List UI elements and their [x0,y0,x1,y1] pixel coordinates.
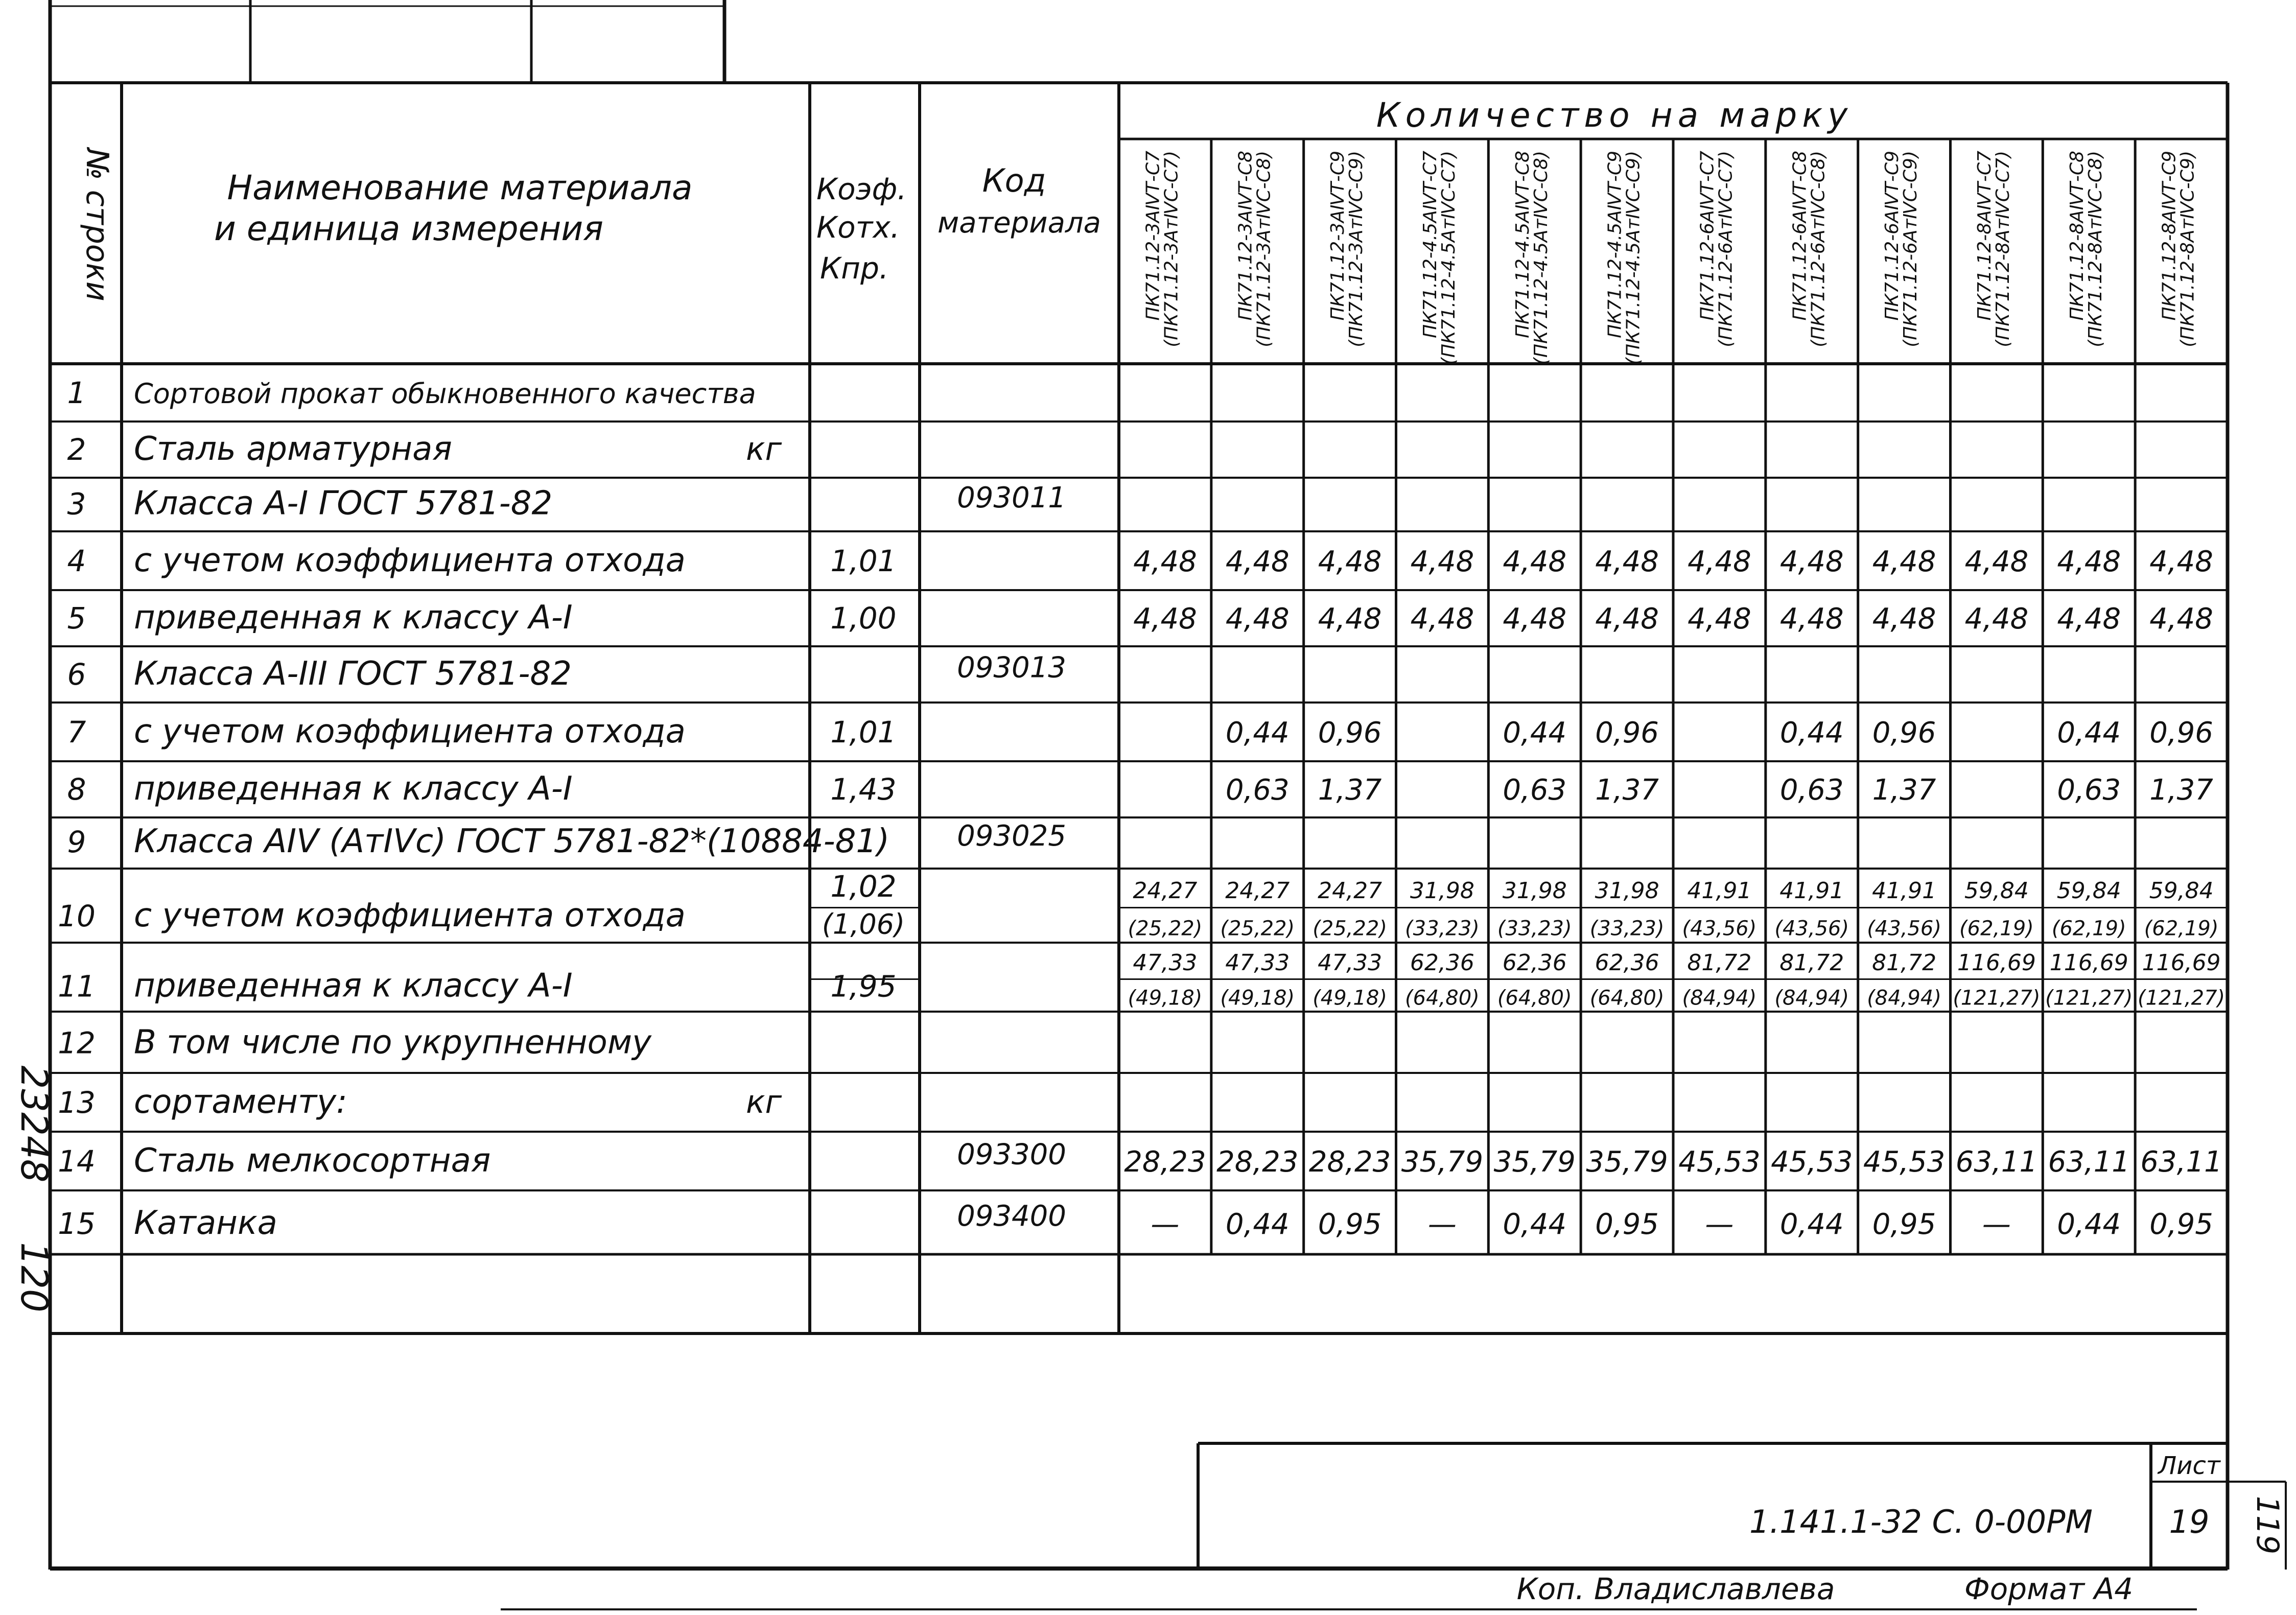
quantity-value: 4,48 [1225,545,1290,579]
row-number: 3 [67,486,86,522]
quantity-value: 0,44 [1503,1208,1567,1241]
quantity-value: 0,95 [1318,1208,1382,1241]
material-name-header-line2: и единица измерения [214,209,604,248]
quantity-value: 45,53 [1678,1145,1761,1179]
coefficient: 1,01 [830,544,897,579]
row-number: 8 [67,771,86,807]
quantity-value: 4,48 [1503,602,1567,636]
quantity-value-alt: (84,94) [1774,986,1849,1010]
material-name: приведенная к классу А-I [134,598,573,637]
material-name: В том числе по укрупненному [134,1023,651,1062]
quantity-value: 47,33 [1318,950,1383,976]
quantity-value: 4,48 [1410,545,1474,579]
row-number: 7 [67,715,86,750]
quantity-value-alt: (84,94) [1867,986,1941,1010]
quantity-value: 4,48 [1410,602,1474,636]
column-header-mark-alt: (ПК71.12-3АтⅣС-С7) [1161,151,1182,347]
inventory-number: 23248 [13,1065,56,1183]
quantity-value: 24,27 [1225,878,1290,904]
page-number-right: 119 [2250,1495,2285,1555]
quantity-value: 81,72 [1872,950,1937,976]
quantity-value: 0,95 [1595,1208,1659,1241]
column-header-mark-alt: (ПК71.12-6АтⅣС-С8) [1808,151,1829,347]
quantity-value-alt: (64,80) [1405,986,1480,1010]
material-name: с учетом коэффициента отхода [134,542,686,580]
quantity-value: 4,48 [1779,602,1844,636]
quantity-value-alt: (62,19) [1959,917,2034,941]
table-body [58,376,2225,1242]
quantity-value: 1,37 [1318,773,1382,807]
row-number: 4 [67,544,86,579]
document-code: 1.141.1-32 С. 0-00РМ [1749,1503,2093,1540]
quantity-value: 4,48 [2149,545,2213,579]
quantity-value-alt: (25,22) [1220,917,1295,941]
quantity-value: 1,37 [1872,773,1936,807]
material-name: Сталь арматурная [134,430,452,468]
quantity-value-alt: (84,94) [1682,986,1757,1010]
quantity-value: 4,48 [1872,545,1936,579]
quantity-value: 41,91 [1872,878,1937,904]
quantity-value: 41,91 [1779,878,1844,904]
coefficient: 1,43 [830,771,897,807]
column-header-mark-alt: (ПК71.12-3АтⅣС-С8) [1253,151,1275,347]
quantity-value: 35,79 [1586,1145,1668,1179]
column-header-mark: ПК71.12-3АⅣТ-С9 [1327,151,1349,321]
page-number-left: 120 [13,1242,56,1313]
row-number: 1 [67,375,86,410]
quantity-value-alt: (43,56) [1682,917,1757,941]
quantity-value: 4,48 [1318,545,1382,579]
quantity-value: 4,48 [1133,545,1197,579]
sheet-label: Лист [2158,1452,2220,1480]
quantity-value: 0,44 [2057,716,2121,750]
coefficient: 1,02 [830,869,897,904]
quantity-value: 0,44 [1779,716,1844,750]
quantity-value: — [1151,1208,1180,1241]
quantity-value: 0,44 [1779,1208,1844,1241]
quantity-header: Количество на марку [1376,96,1853,135]
row-number: 12 [58,1025,96,1061]
quantity-value-alt: (49,18) [1313,986,1387,1010]
quantity-value-alt: (49,18) [1128,986,1203,1010]
column-header-mark: ПК71.12-6АⅣТ-С7 [1697,151,1718,321]
material-name: сортаменту: [134,1083,347,1121]
material-code: 093400 [957,1199,1066,1233]
row-number: 5 [67,600,86,636]
paper-format: Формат А4 [1964,1572,2134,1606]
quantity-value: 41,91 [1687,878,1752,904]
row-number: 13 [58,1085,96,1120]
quantity-value: 4,48 [1964,545,2029,579]
quantity-value: 28,23 [1308,1145,1391,1179]
column-header-mark: ПК71.12-4.5АⅣТ-С8 [1512,151,1533,338]
column-header-mark-alt: (ПК71.12-8АтⅣС-С8) [2084,151,2106,347]
material-name: с учетом коэффициента отхода [134,897,686,935]
quantity-value: — [1705,1208,1734,1241]
quantity-value: 116,69 [1957,950,2036,976]
copied-by: Коп. Владиславлева [1516,1572,1835,1606]
column-header-mark-alt: (ПК71.12-8АтⅣС-С9) [2177,151,2198,347]
quantity-value: 1,37 [1595,773,1659,807]
material-code: 093013 [957,651,1066,685]
quantity-value: 0,63 [2057,773,2121,807]
quantity-value: 4,48 [1133,602,1197,636]
sheet-number: 19 [2169,1503,2210,1540]
row-number: 6 [67,657,86,692]
row-number: 11 [58,969,96,1004]
material-code: 093300 [957,1138,1066,1172]
column-header-mark-alt: (ПК71.12-6АтⅣС-С7) [1715,151,1737,347]
quantity-value: 59,84 [2056,878,2121,904]
material-name: Катанка [134,1204,277,1242]
quantity-value-alt: (64,80) [1497,986,1572,1010]
quantity-value: 1,37 [2149,773,2213,807]
coef-header-line2: Котх. [816,210,900,245]
quantity-value-alt: (25,22) [1128,917,1203,941]
material-name: приведенная к классу А-I [134,967,573,1005]
quantity-value: 4,48 [1688,545,1751,579]
quantity-value-alt: (62,19) [2144,917,2219,941]
material-code: 093025 [957,820,1066,853]
quantity-value: 4,48 [2057,545,2121,579]
quantity-value-alt: (64,80) [1589,986,1665,1010]
material-name: Класса АIV (АтIVс) ГОСТ 5781-82*(10884-81) [134,823,890,860]
quantity-value: 0,95 [2149,1208,2213,1241]
row-number: 10 [58,899,96,934]
column-header-mark: ПК71.12-8АⅣТ-С9 [2159,151,2180,321]
column-header-mark-alt: (ПК71.12-8АтⅣС-С7) [1992,151,2013,347]
unit: кг [746,430,782,467]
column-header-mark: ПК71.12-3АⅣТ-С8 [1235,151,1256,321]
column-header-mark: ПК71.12-4.5АⅣТ-С7 [1419,151,1441,338]
quantity-value: 59,84 [2149,878,2214,904]
quantity-value: 4,48 [1779,545,1844,579]
row-number: 14 [58,1144,96,1179]
quantity-value: 31,98 [1502,878,1567,904]
quantity-value: 35,79 [1493,1145,1576,1179]
quantity-value: 4,48 [1688,602,1751,636]
column-header-mark-alt: (ПК71.12-4.5АтⅣС-С8) [1530,151,1552,365]
quantity-value: 0,96 [1872,716,1936,750]
quantity-value: 4,48 [1872,602,1936,636]
quantity-value: 0,63 [1225,773,1290,807]
coefficient-alt: (1,06) [822,908,905,941]
quantity-value: 4,48 [1595,602,1659,636]
quantity-value-alt: (25,22) [1313,917,1387,941]
quantity-value: 0,96 [2149,716,2213,750]
code-header-line2: материала [937,206,1102,240]
quantity-value: 45,53 [1863,1145,1946,1179]
quantity-value: 0,63 [1779,773,1844,807]
quantity-value: 63,11 [1955,1145,2038,1179]
quantity-value-alt: (33,23) [1589,917,1665,941]
material-name: приведенная к классу А-I [134,769,573,808]
quantity-value: 31,98 [1595,878,1659,904]
quantity-value: — [1427,1208,1457,1241]
column-header-mark-alt: (ПК71.12-4.5АтⅣС-С7) [1438,151,1459,365]
row-number-header: № строки [79,148,115,301]
material-name-header-line1: Наименование материала [227,168,693,207]
quantity-value: 47,33 [1225,950,1290,976]
unit: кг [746,1083,782,1121]
quantity-value-alt: (49,18) [1220,986,1295,1010]
row-number: 9 [67,825,86,859]
quantity-value-alt: (43,56) [1774,917,1849,941]
coef-header-line3: Кпр. [820,251,889,286]
quantity-value: 0,44 [2057,1208,2121,1241]
quantity-value: 0,96 [1318,716,1382,750]
quantity-value: 4,48 [2149,602,2213,636]
quantity-value: 28,23 [1124,1145,1206,1179]
column-header-mark: ПК71.12-8АⅣТ-С8 [2066,151,2088,321]
column-header-mark: ПК71.12-6АⅣТ-С8 [1789,151,1811,321]
quantity-value: 24,27 [1318,878,1383,904]
quantity-value: 0,44 [1225,716,1290,750]
quantity-value: 24,27 [1133,878,1198,904]
column-header-mark: ПК71.12-8АⅣТ-С7 [1974,151,1995,321]
quantity-value: — [1982,1208,2011,1241]
quantity-value: 0,95 [1872,1208,1936,1241]
coef-header-line1: Коэф. [816,172,907,206]
quantity-value: 31,98 [1410,878,1474,904]
quantity-value-alt: (33,23) [1405,917,1480,941]
column-header-mark-alt: (ПК71.12-6АтⅣС-С9) [1900,151,1922,347]
quantity-value-alt: (121,27) [2045,986,2133,1010]
quantity-value: 47,33 [1133,950,1198,976]
quantity-value: 59,84 [1964,878,2029,904]
quantity-value: 35,79 [1401,1145,1484,1179]
column-header-mark: ПК71.12-6АⅣТ-С9 [1882,151,1903,321]
material-code: 093011 [957,481,1066,514]
quantity-value: 0,96 [1595,716,1659,750]
material-name: Сортовой прокат обыкновенного качества [134,377,756,410]
quantity-value: 63,11 [2140,1145,2222,1179]
coefficient: 1,95 [830,969,897,1004]
material-name: с учетом коэффициента отхода [134,713,686,751]
quantity-value: 116,69 [2049,950,2128,976]
quantity-value: 28,23 [1216,1145,1299,1179]
material-name: Класса А-III ГОСТ 5781-82 [134,654,572,693]
quantity-value-alt: (121,27) [1953,986,2041,1010]
row-number: 15 [58,1206,96,1241]
quantity-value: 4,48 [1595,545,1659,579]
column-header-mark-alt: (ПК71.12-4.5АтⅣС-С9) [1623,151,1644,365]
quantity-value-alt: (43,56) [1867,917,1941,941]
quantity-value: 81,72 [1779,950,1844,976]
quantity-value: 116,69 [2142,950,2221,976]
quantity-value-alt: (33,23) [1497,917,1572,941]
column-headers [1142,151,2198,365]
quantity-value-alt: (121,27) [2137,986,2225,1010]
column-header-mark: ПК71.12-3АⅣТ-С7 [1142,151,1164,321]
coefficient: 1,01 [830,715,897,750]
column-header-mark: ПК71.12-4.5АⅣТ-С9 [1604,151,1626,338]
row-number: 2 [67,432,86,467]
quantity-value: 62,36 [1595,950,1659,976]
material-name: Сталь мелкосортная [134,1142,491,1180]
quantity-value-alt: (62,19) [2051,917,2126,941]
quantity-value: 4,48 [1318,602,1382,636]
quantity-value: 81,72 [1687,950,1752,976]
quantity-value: 62,36 [1410,950,1474,976]
quantity-value: 0,44 [1225,1208,1290,1241]
code-header-line1: Код [982,162,1046,199]
coefficient: 1,00 [830,600,897,636]
material-name: Класса А-I ГОСТ 5781-82 [134,484,553,523]
quantity-value: 45,53 [1771,1145,1853,1179]
quantity-value: 4,48 [2057,602,2121,636]
quantity-value: 4,48 [1964,602,2029,636]
quantity-value: 4,48 [1225,602,1290,636]
column-header-mark-alt: (ПК71.12-3АтⅣС-С9) [1346,151,1367,347]
quantity-value: 62,36 [1502,950,1567,976]
quantity-value: 0,63 [1503,773,1567,807]
quantity-value: 63,11 [2048,1145,2130,1179]
quantity-value: 0,44 [1503,716,1567,750]
quantity-value: 4,48 [1503,545,1567,579]
